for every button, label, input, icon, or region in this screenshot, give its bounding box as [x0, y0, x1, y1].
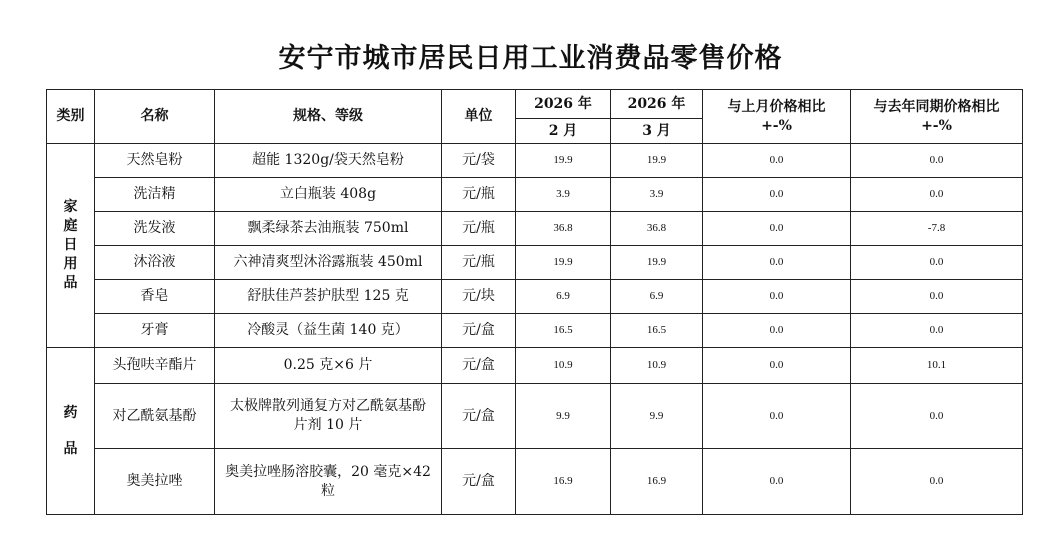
price-feb: 10.9	[516, 348, 611, 384]
change-mom: 0.0	[703, 348, 851, 384]
change-mom: 0.0	[703, 314, 851, 348]
price-mar: 19.9	[611, 246, 703, 280]
price-feb: 16.5	[516, 314, 611, 348]
item-name: 对乙酰氨基酚	[95, 384, 215, 449]
price-feb: 16.9	[516, 449, 611, 515]
price-mar: 16.5	[611, 314, 703, 348]
page-title: 安宁市城市居民日用工业消费品零售价格	[278, 43, 783, 74]
change-mom: 0.0	[703, 384, 851, 449]
table-row	[47, 314, 1023, 348]
item-spec: 六神清爽型沐浴露瓶装 450ml	[215, 246, 442, 280]
change-yoy: 0.0	[851, 144, 1023, 178]
change-yoy: 0.0	[851, 314, 1023, 348]
header-spec: 规格、等级	[215, 90, 442, 144]
change-mom: 0.0	[703, 280, 851, 314]
item-unit: 元/块	[442, 280, 516, 314]
price-table	[46, 89, 1023, 515]
change-yoy: -7.8	[851, 212, 1023, 246]
item-name: 头孢呋辛酯片	[95, 348, 215, 384]
item-name: 牙膏	[95, 314, 215, 348]
table-row	[47, 144, 1023, 178]
price-mar: 19.9	[611, 144, 703, 178]
header-period1-year: 2026 年	[516, 90, 610, 119]
price-mar: 16.9	[611, 449, 703, 515]
item-spec: 奥美拉唑肠溶胶囊，20 毫克×42 粒	[215, 449, 442, 515]
item-unit: 元/盒	[442, 348, 516, 384]
item-unit: 元/盒	[442, 314, 516, 348]
price-feb: 3.9	[516, 178, 611, 212]
change-mom: 0.0	[703, 246, 851, 280]
item-name: 天然皂粉	[95, 144, 215, 178]
item-spec: 冷酸灵（益生菌 140 克）	[215, 314, 442, 348]
price-feb: 6.9	[516, 280, 611, 314]
item-name: 香皂	[95, 280, 215, 314]
header-period2-year: 2026 年	[611, 90, 702, 119]
change-mom: 0.0	[703, 449, 851, 515]
table-row	[47, 348, 1023, 384]
category-label: 家庭日用品	[63, 199, 78, 291]
table-row	[47, 212, 1023, 246]
price-mar: 6.9	[611, 280, 703, 314]
item-unit: 元/盒	[442, 384, 516, 449]
item-unit: 元/盒	[442, 449, 516, 515]
item-spec: 超能 1320g/袋天然皂粉	[215, 144, 442, 178]
change-yoy: 0.0	[851, 449, 1023, 515]
price-mar: 10.9	[611, 348, 703, 384]
change-mom: 0.0	[703, 144, 851, 178]
price-mar: 3.9	[611, 178, 703, 212]
price-feb: 19.9	[516, 246, 611, 280]
change-yoy: 0.0	[851, 384, 1023, 449]
change-mom: 0.0	[703, 178, 851, 212]
table-row	[47, 246, 1023, 280]
item-spec: 0.25 克×6 片	[215, 348, 442, 384]
header-period2	[611, 90, 703, 144]
item-unit: 元/瓶	[442, 178, 516, 212]
table-row	[47, 178, 1023, 212]
item-unit: 元/袋	[442, 144, 516, 178]
item-spec: 立白瓶装 408g	[215, 178, 442, 212]
table-row	[47, 449, 1023, 515]
change-yoy: 0.0	[851, 280, 1023, 314]
header-period1	[516, 90, 611, 144]
category-cell	[47, 348, 95, 515]
table-row	[47, 384, 1023, 449]
item-spec: 太极牌散列通复方对乙酰氨基酚片剂 10 片	[215, 384, 442, 449]
item-name: 洗洁精	[95, 178, 215, 212]
item-name: 沐浴液	[95, 246, 215, 280]
header-row	[47, 90, 1023, 144]
change-yoy: 0.0	[851, 246, 1023, 280]
header-unit: 单位	[442, 90, 516, 144]
header-name: 名称	[95, 90, 215, 144]
item-unit: 元/瓶	[442, 212, 516, 246]
category-cell	[47, 144, 95, 348]
table-row	[47, 280, 1023, 314]
price-feb: 9.9	[516, 384, 611, 449]
item-name: 洗发液	[95, 212, 215, 246]
change-yoy: 10.1	[851, 348, 1023, 384]
change-mom: 0.0	[703, 212, 851, 246]
header-yoy: 与去年同期价格相比 +-%	[851, 90, 1023, 144]
price-mar: 9.9	[611, 384, 703, 449]
header-period1-month: 2 月	[548, 123, 578, 139]
category-label: 药品	[63, 405, 78, 457]
item-spec: 舒肤佳芦荟护肤型 125 克	[215, 280, 442, 314]
item-spec: 飘柔绿茶去油瓶装 750ml	[215, 212, 442, 246]
item-name: 奥美拉唑	[95, 449, 215, 515]
change-yoy: 0.0	[851, 178, 1023, 212]
price-mar: 36.8	[611, 212, 703, 246]
header-mom: 与上月价格相比 +-%	[703, 90, 851, 144]
price-feb: 36.8	[516, 212, 611, 246]
header-period2-month: 3 月	[642, 123, 671, 139]
item-unit: 元/瓶	[442, 246, 516, 280]
header-category: 类别	[47, 90, 95, 144]
price-feb: 19.9	[516, 144, 611, 178]
